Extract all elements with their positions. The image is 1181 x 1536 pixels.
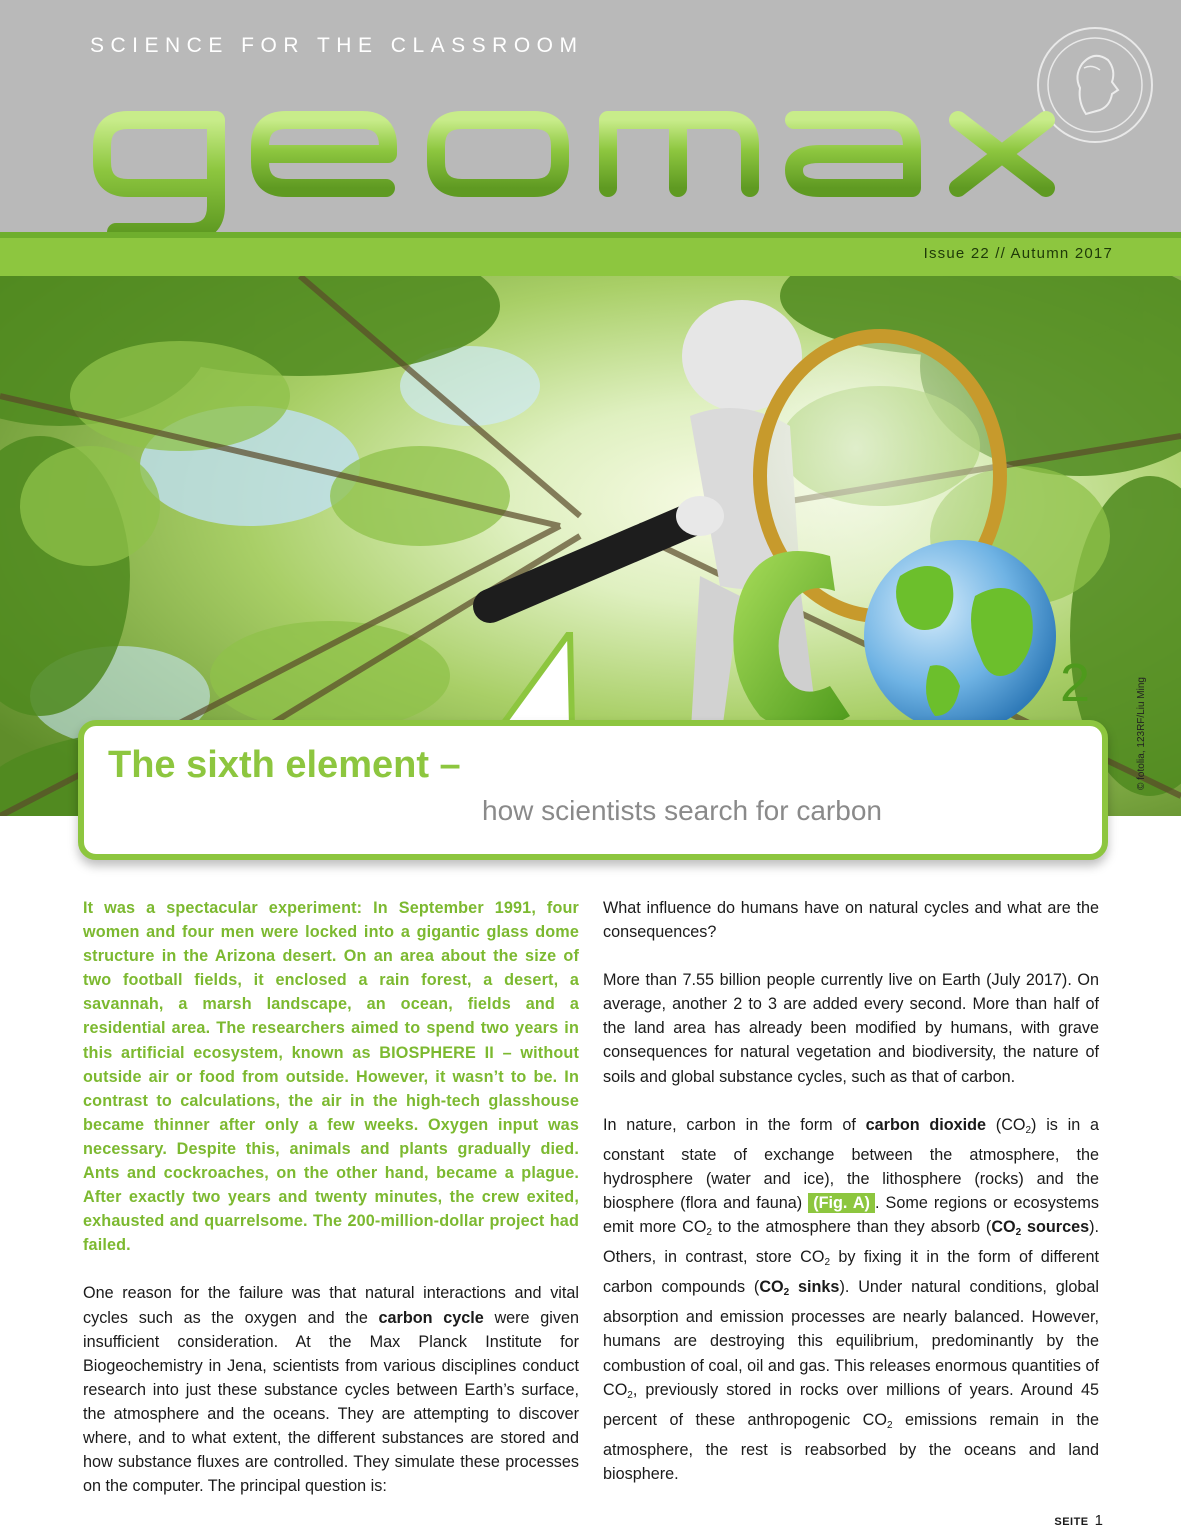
title-callout (78, 720, 1108, 860)
body-paragraph-1: One reason for the failure was that natural interactions and vital cycles such as the oxygen and the carbon cycle were given insufficient consideration. At the Max Planck Institute for Biogeochemistry in Jena, scientists from various disciplines conduct research into just these substance cycles between Earth’s surface, the atmosphere and the oceans. They are attempting to discover where, and to what extent, the different substances are stored and how substance fluxes are controlled. They simulate these processes on the computer. The principal question is: (83, 1284, 579, 1496)
issue-label: Issue 22 // Autumn 2017 (923, 245, 1113, 262)
tagline: SCIENCE FOR THE CLASSROOM (90, 34, 584, 57)
right-column (603, 896, 1099, 1486)
body-paragraph-4: In nature, carbon in the form of carbon dioxide $(CO_2)$ is in a constant state of exchange between the atmosphere, the hydrosphere (water and ice), the lithosphere (rocks) and the biosphere (flora and fauna) (Fig. A) . Some regions or ecosystems emit more $CO_2$ to the atmosphere than they absorb ($CO_2$ sources). Others, in contrast, store $CO_2$ by fixing it in the form of different carbon compounds ($CO_2$ sinks). Under natural conditions, global absorption and emission processes are nearly balanced. However, humans are destroying this equilibrium, predominantly by the combustion of coal, oil and gas. This releases enormous quantities of $CO_2$, previously stored in rocks over millions of years. Around 45 percent of these anthropogenic $CO_2$ emissions remain in the atmosphere, the rest is reabsorbed by the oceans and land biosphere. (603, 1115, 1100, 1483)
article-subtitle: how scientists search for carbon (482, 795, 882, 826)
intro-paragraph: It was a spectacular experiment: In September 1991, four women and four men were locked into a gigantic glass dome structure in the Arizona desert. On an area about the size of two football fields, it enclosed a rain forest, a desert, a savannah, a marsh landscape, an ocean, fields and a residential area. The researchers aimed to spend two years in this artificial ecosystem, known as BIOSPHERE II – without outside air or food from outside. However, it wasn’t to be. In contrast to calculations, the air in the high-tech glasshouse became thinner after only a few weeks. Oxygen input was necessary. Despite this, animals and plants gradually died. Ants and cockroaches, on the other hand, became a plague. After exactly two years and twenty minutes, the crew exited, exhausted and quarrelsome. The 200-million-dollar project had failed. (83, 899, 579, 1255)
speech-bubble-tail (500, 632, 620, 732)
seite-label: SEITE (1054, 1516, 1089, 1528)
body-paragraph-2: What influence do humans have on natural cycles and what are the consequences? (603, 899, 1099, 942)
page-footer (1054, 1512, 1103, 1529)
co2-subscript: 2 (1060, 653, 1091, 713)
page-number: 1 (1094, 1512, 1103, 1529)
figure-a-link[interactable]: (Fig. A) (808, 1193, 875, 1213)
left-column (83, 896, 579, 1498)
body-paragraph-3: More than 7.55 billion people currently live on Earth (July 2017). On average, another 2 to 3 are added every second. More than half of the land area has already been modified by humans, with grave consequences for natural vegetation and biodiversity, the nature of soils and global substance cycles, such as that of carbon. (603, 971, 1099, 1086)
article-title: The sixth element – (108, 744, 461, 786)
photo-credit: © fotolia, 123RF/Liu Ming (1136, 677, 1147, 790)
